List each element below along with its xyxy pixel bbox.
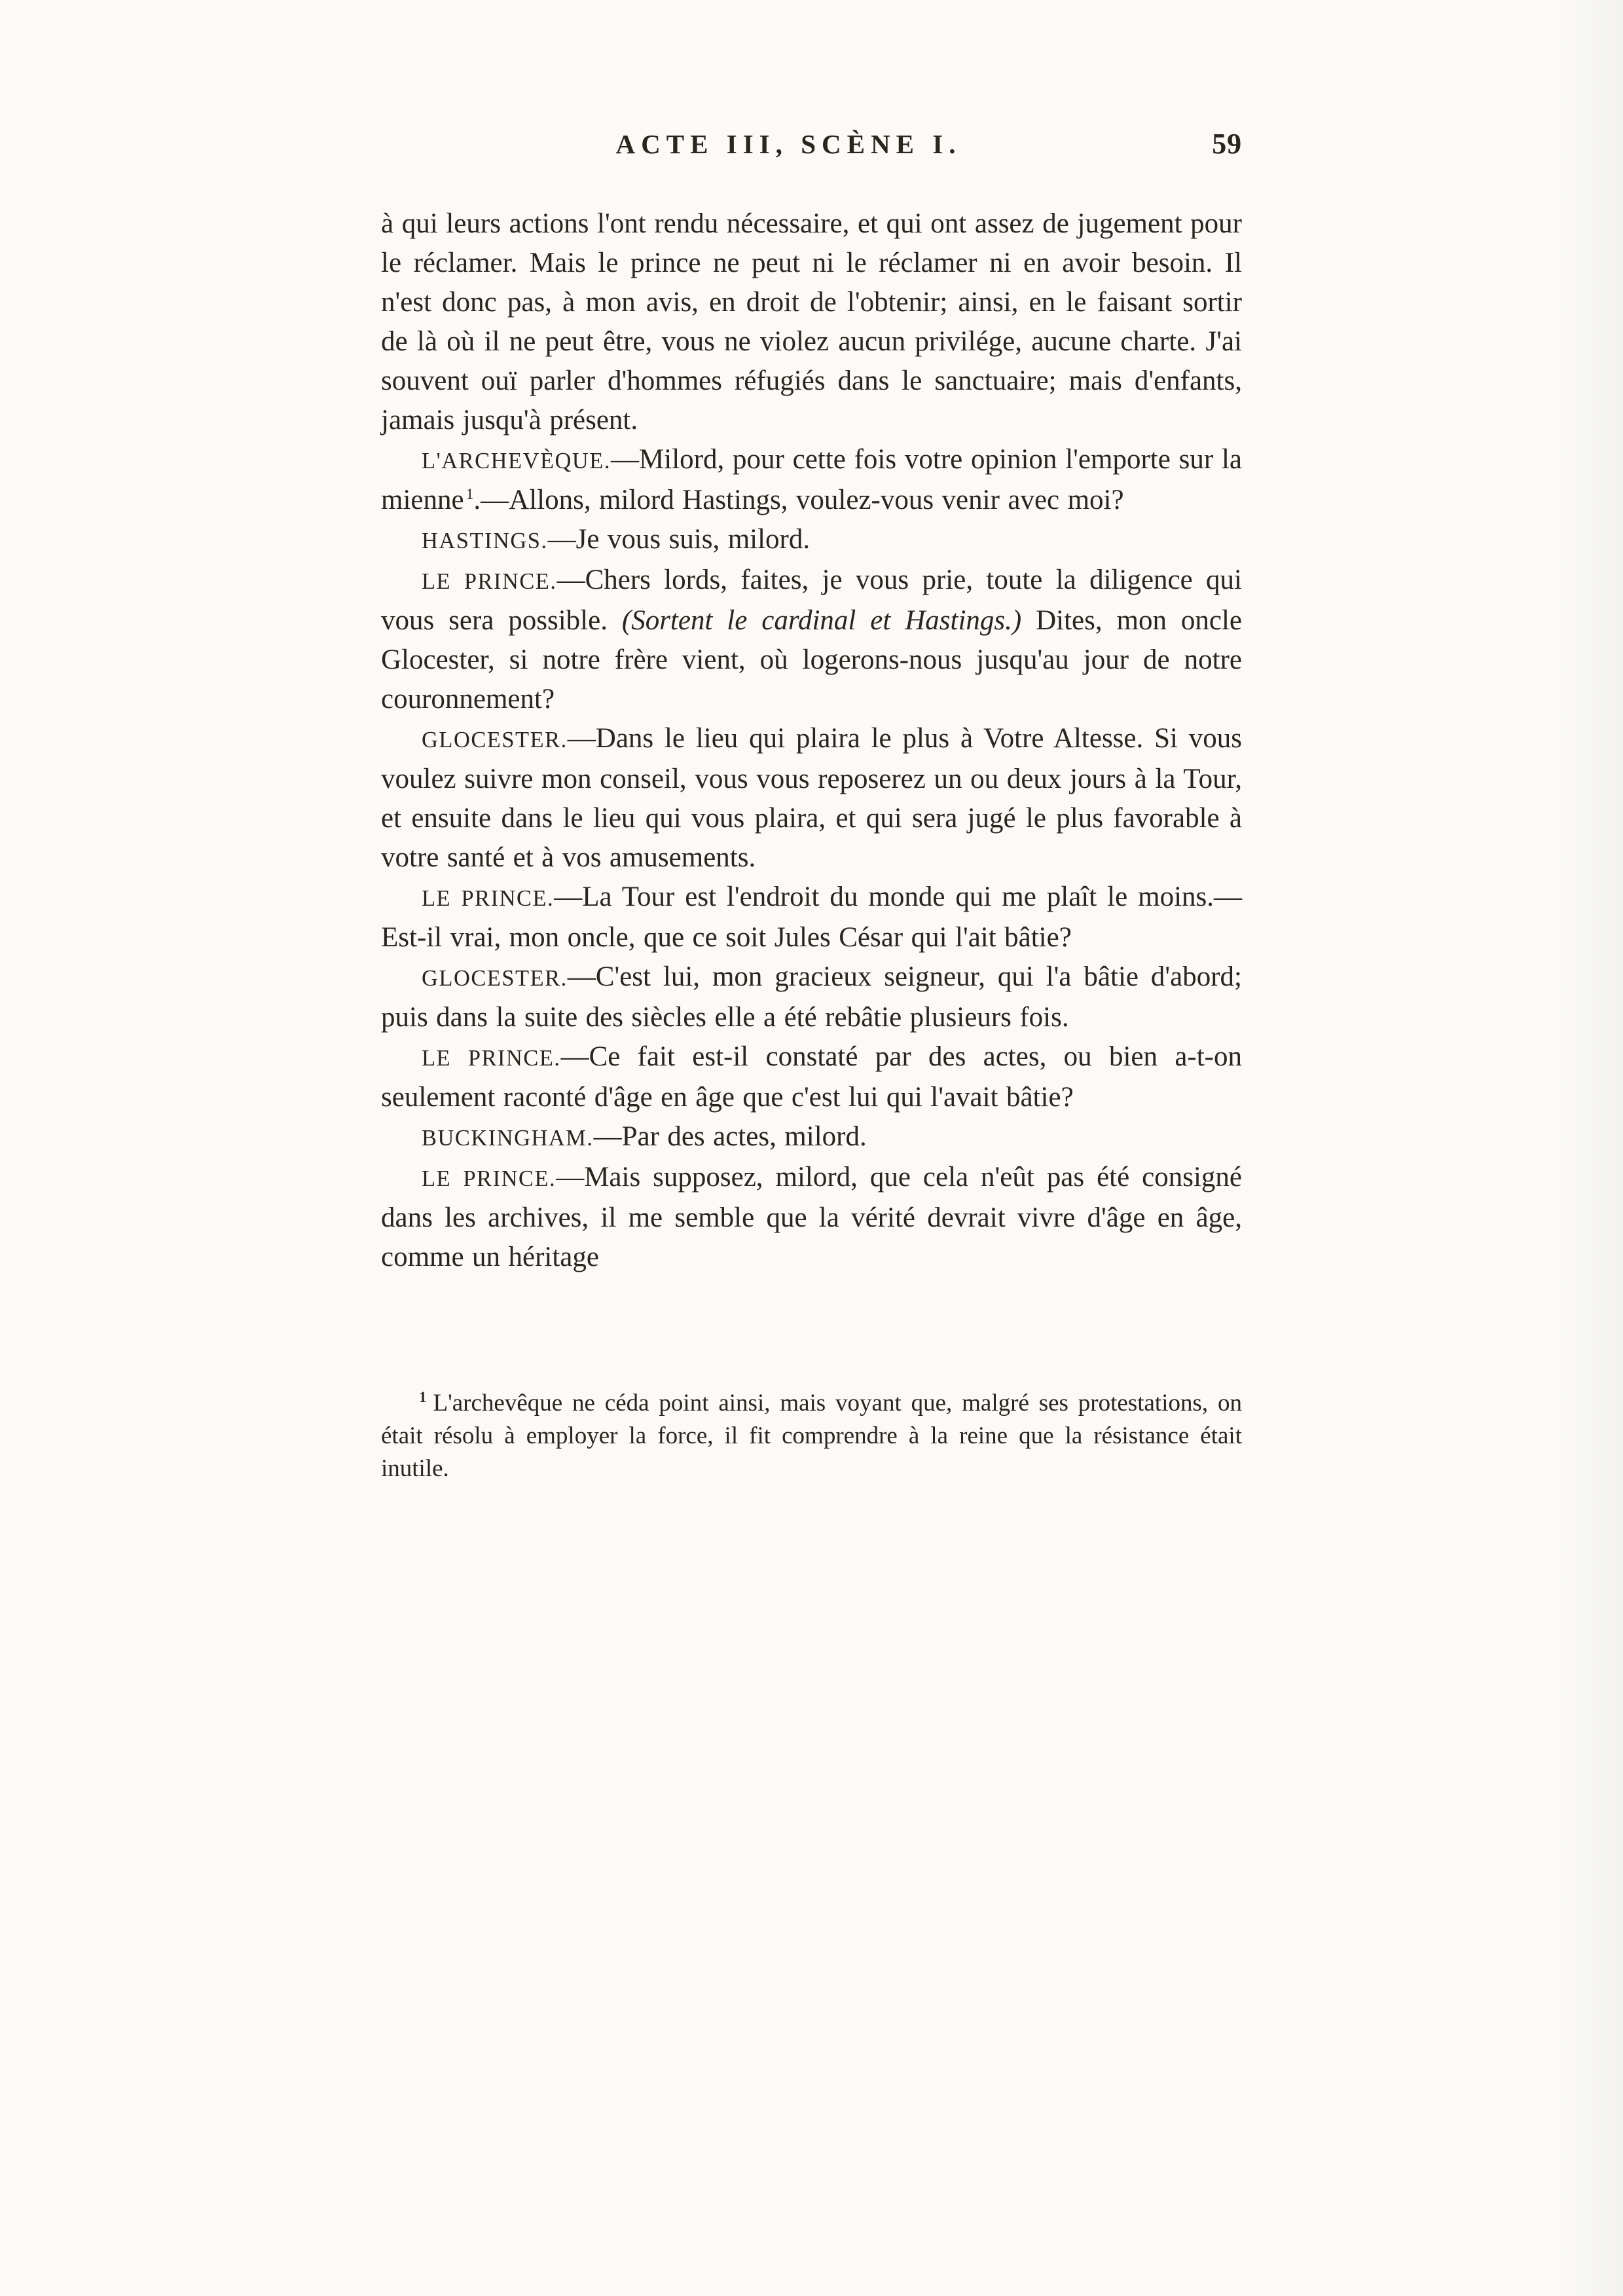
page-number: 59 bbox=[1212, 128, 1242, 160]
paragraph bbox=[381, 878, 1242, 957]
speech-text: à qui leurs actions l'ont rendu nécessaire, et qui ont assez de jugement pour le réclamer. Mais le prince ne peut ni le réclamer ni en avoir besoin. Il n'est donc pas, à mon avis, en droit de l'obtenir; ainsi, en le faisant sortir de là où il ne peut être, vous ne violez aucun privilége, aucune charte. J'ai souvent ouï parler d'hommes réfugiés dans le sanctuaire; mais d'enfants, jamais jusqu'à présent. bbox=[381, 208, 1242, 435]
speech-text: —Je vous suis, milord. bbox=[547, 524, 811, 555]
paragraph bbox=[381, 520, 1242, 561]
paragraph bbox=[381, 1158, 1242, 1277]
speech-text: —Dans le lieu qui plaira le plus à Votre Altesse. Si vous voulez suivre mon conseil, vous vous reposerez un ou deux jours à la Tour, et ensuite dans le lieu qui vous plaira, et qui sera jugé le plus favorable à votre santé et à vos amusements. bbox=[381, 723, 1242, 873]
speech-text: —Milord, pour cette fois votre opinion l'emporte sur la mienne bbox=[381, 444, 1242, 515]
speech-text: .—Allons, milord Hastings, voulez-vous venir avec moi? bbox=[473, 485, 1124, 515]
running-title: ACTE III, SCÈNE I. bbox=[615, 129, 962, 159]
speech-text: —Par des actes, milord. bbox=[593, 1121, 867, 1152]
text-column bbox=[381, 128, 1242, 1485]
footnote-marker: 1 bbox=[419, 1388, 427, 1405]
text-block bbox=[381, 204, 1242, 1277]
stage-direction: (Sortent le cardinal et Hastings.) bbox=[621, 605, 1022, 636]
footnote bbox=[381, 1387, 1242, 1485]
speaker-name: GLOCESTER. bbox=[422, 728, 568, 752]
speaker-name: LE PRINCE. bbox=[422, 1046, 561, 1071]
speech-text: Dites, mon oncle Glocester, si notre frère vient, où logerons-nous jusqu'au jour de notre couronnement? bbox=[381, 605, 1242, 714]
speech-text: —Ce fait est-il constaté par des actes, ou bien a-t-on seulement raconté d'âge en âge que c'est lui qui l'avait bâtie? bbox=[381, 1041, 1242, 1113]
footnote-block bbox=[381, 1387, 1242, 1485]
speaker-name: LE PRINCE. bbox=[422, 886, 555, 911]
speaker-name: HASTINGS. bbox=[422, 528, 548, 553]
speaker-name: LE PRINCE. bbox=[422, 1166, 556, 1191]
footnote-ref: 1 bbox=[465, 485, 474, 503]
speaker-name: LE PRINCE. bbox=[422, 569, 557, 594]
paragraph bbox=[381, 719, 1242, 878]
paragraph bbox=[381, 1117, 1242, 1158]
paragraph bbox=[381, 440, 1242, 520]
paragraph bbox=[381, 561, 1242, 719]
footnote-text: L'archevêque ne céda point ainsi, mais voyant que, malgré ses protestations, on était résolu à employer la force, il fit comprendre à la reine que la résistance était inutile. bbox=[381, 1390, 1242, 1482]
page-header bbox=[381, 128, 1242, 166]
speech-text: —C'est lui, mon gracieux seigneur, qui l'a bâtie d'abord; puis dans la suite des siècles elle a été rebâtie plusieurs fois. bbox=[381, 961, 1242, 1033]
speaker-name: GLOCESTER. bbox=[422, 966, 568, 991]
speech-text: —La Tour est l'endroit du monde qui me plaît le moins.—Est-il vrai, mon oncle, que ce soit Jules César qui l'ait bâtie? bbox=[381, 881, 1242, 953]
paragraph bbox=[381, 957, 1242, 1037]
paragraph bbox=[381, 204, 1242, 440]
speaker-name: BUCKINGHAM. bbox=[422, 1126, 594, 1151]
speech-text: —Chers lords, faites, je vous prie, toute la diligence qui vous sera possible. bbox=[381, 565, 1242, 636]
speaker-name: L'ARCHEVÈQUE. bbox=[422, 449, 611, 473]
paragraph bbox=[381, 1037, 1242, 1117]
speech-text: —Mais supposez, milord, que cela n'eût pas été consigné dans les archives, il me semble que la vérité devrait vivre d'âge en âge, comme un héritage bbox=[381, 1162, 1242, 1272]
